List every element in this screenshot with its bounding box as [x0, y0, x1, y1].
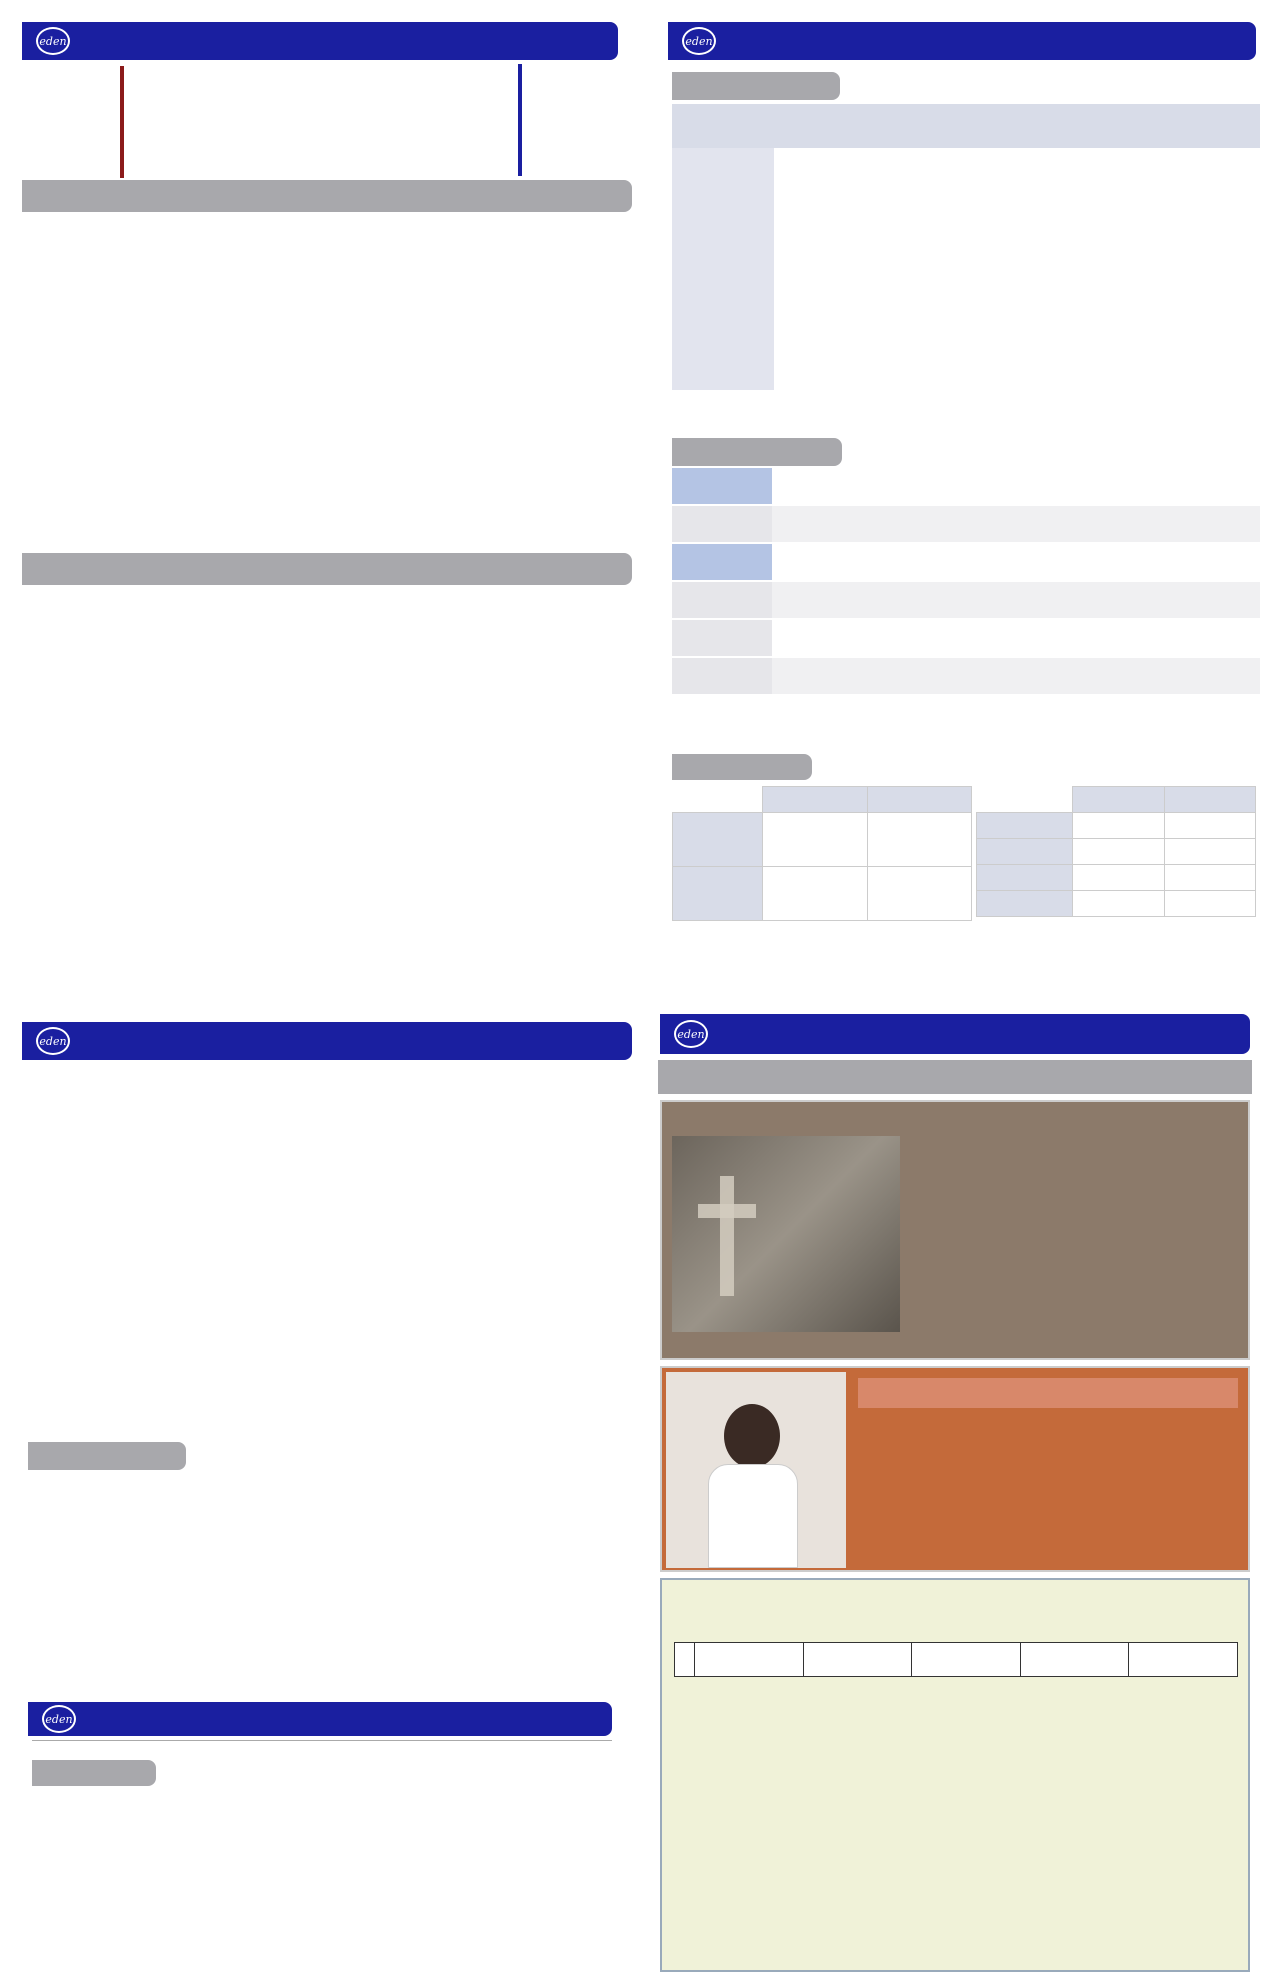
- sg-cell: [1025, 258, 1095, 280]
- sv-month: [1164, 787, 1256, 813]
- sg-row: [672, 148, 1260, 170]
- offering-row: [672, 582, 1260, 620]
- sg-cell: [774, 280, 816, 302]
- worship-row: [22, 452, 642, 492]
- sg-row: [672, 302, 1260, 324]
- offering-value: [772, 544, 1260, 580]
- sg-cell: [672, 346, 724, 368]
- offering-label: [672, 582, 772, 618]
- sg-cell: [816, 346, 886, 368]
- sg-cell: [672, 148, 724, 170]
- sg-cell: [774, 214, 816, 236]
- offering-row: [672, 544, 1260, 582]
- morning-header: [28, 1702, 612, 1736]
- sv-person: [1073, 865, 1165, 891]
- sg-cell: [1164, 302, 1260, 324]
- sg-cell: [1094, 280, 1164, 302]
- sg-cell: [955, 346, 1025, 368]
- sv-corner: [673, 787, 763, 813]
- sg-cell: [1025, 236, 1095, 258]
- offering-label: [672, 468, 772, 504]
- sg-cell: [724, 192, 774, 214]
- sched-table: [674, 1642, 1238, 1677]
- worship-row: [22, 711, 642, 751]
- sg-cell: [724, 324, 774, 346]
- sg-cell: [816, 214, 886, 236]
- sg-head: [724, 104, 774, 148]
- sg-row: [672, 214, 1260, 236]
- sg-cell: [672, 192, 724, 214]
- sg-cell: [672, 236, 724, 258]
- lent-image: [672, 1136, 900, 1332]
- sg-subhead: [816, 126, 886, 148]
- sg-cell: [1025, 346, 1095, 368]
- sg-row: [672, 192, 1260, 214]
- sg-cell: [1094, 258, 1164, 280]
- sg-cell: [955, 214, 1025, 236]
- sg-cell: [1094, 346, 1164, 368]
- sg-cell: [1025, 148, 1095, 170]
- sg-row: [672, 236, 1260, 258]
- worship-row: [22, 796, 642, 836]
- sg-cell: [672, 258, 724, 280]
- sched-head: [1129, 1643, 1238, 1677]
- sv-person: [1164, 813, 1256, 839]
- sg-cell: [1025, 214, 1095, 236]
- sg-cell: [816, 302, 886, 324]
- sg-cell: [886, 214, 956, 236]
- worship-row: [22, 410, 642, 450]
- speaker-panel: [660, 1366, 1250, 1572]
- sg-cell: [1025, 170, 1095, 192]
- sg-cell: [886, 324, 956, 346]
- worship-row: [22, 283, 642, 323]
- offering-value: [772, 582, 1260, 618]
- sg-cell: [724, 214, 774, 236]
- sv-person: [1164, 891, 1256, 917]
- sg-cell: [672, 280, 724, 302]
- sg-subhead: [1025, 126, 1095, 148]
- sg-cell: [955, 302, 1025, 324]
- sg-cell: [1164, 368, 1260, 390]
- sv-role: [977, 865, 1073, 891]
- sv-person: [867, 867, 972, 921]
- speaker-photo: [666, 1372, 846, 1568]
- sched-head: [1020, 1643, 1129, 1677]
- sg-cell: [774, 170, 816, 192]
- sg-cell: [1164, 324, 1260, 346]
- worship-row: [22, 590, 642, 660]
- sg-cell: [1164, 258, 1260, 280]
- sg-cell: [1164, 148, 1260, 170]
- worship-row: [22, 883, 642, 923]
- sg-cell: [955, 324, 1025, 346]
- sg-cell: [886, 148, 956, 170]
- sg-cell: [774, 236, 816, 258]
- sg-cell: [672, 214, 724, 236]
- sg-row: [672, 170, 1260, 192]
- news-header: [668, 22, 1256, 60]
- schedule-panel: [660, 1578, 1250, 1972]
- sg-head: [672, 104, 724, 148]
- sg-cell: [955, 258, 1025, 280]
- offering-row: [672, 620, 1260, 658]
- servant-table-ushers: [976, 786, 1256, 917]
- offering-row: [672, 658, 1260, 696]
- sg-cell: [724, 236, 774, 258]
- sunday-header: [22, 22, 618, 60]
- sg-cell: [886, 170, 956, 192]
- sg-cell: [886, 368, 956, 390]
- sg-cell: [672, 302, 724, 324]
- lent-panel: [660, 1100, 1250, 1360]
- offerings-list: [672, 468, 1260, 696]
- sg-cell: [1164, 214, 1260, 236]
- sv-person: [1073, 813, 1165, 839]
- sg-cell: [1094, 302, 1164, 324]
- sched-corner: [675, 1643, 695, 1677]
- offering-value: [772, 620, 1260, 656]
- sv-role: [977, 839, 1073, 865]
- sg-cell: [816, 280, 886, 302]
- sg-cell: [1094, 324, 1164, 346]
- sg-cell: [774, 324, 816, 346]
- sg-cell: [774, 258, 816, 280]
- sched-head: [803, 1643, 912, 1677]
- sv-person: [763, 813, 868, 867]
- sg-cell: [724, 148, 774, 170]
- worship2-bar: [22, 553, 632, 585]
- sg-cell: [816, 258, 886, 280]
- servant-table-prayer: [672, 786, 972, 921]
- offerings-bar: [672, 438, 842, 466]
- eden-banner: [658, 1060, 1252, 1094]
- sg-cell: [1094, 148, 1164, 170]
- sg-cell: [774, 192, 816, 214]
- sg-cell: [816, 368, 886, 390]
- sv-person: [867, 813, 972, 867]
- sg-cell: [1164, 236, 1260, 258]
- sg-row: [672, 368, 1260, 390]
- sg-cell: [955, 236, 1025, 258]
- sg-head: [955, 104, 1164, 126]
- sched-head: [912, 1643, 1021, 1677]
- sg-cell: [672, 324, 724, 346]
- sg-row: [672, 280, 1260, 302]
- sv-person: [763, 867, 868, 921]
- worship-row: [22, 496, 642, 536]
- sg-cell: [1025, 302, 1095, 324]
- broadcast-note: [518, 64, 636, 176]
- sg-cell: [816, 324, 886, 346]
- offering-value: [772, 658, 1260, 694]
- sg-cell: [886, 192, 956, 214]
- sg-cell: [886, 236, 956, 258]
- sv-role: [977, 813, 1073, 839]
- sv-corner: [977, 787, 1073, 813]
- eden-logo-icon: eden: [682, 27, 716, 55]
- person-head: [724, 1404, 780, 1468]
- sg-cell: [816, 170, 886, 192]
- worship-row: [22, 325, 642, 365]
- sg-cell: [1164, 280, 1260, 302]
- worship1-bar: [22, 180, 632, 212]
- sv-role: [673, 867, 763, 921]
- sg-row: [672, 258, 1260, 280]
- sg-cell: [672, 368, 724, 390]
- sg-cell: [886, 258, 956, 280]
- cross-icon: [720, 1176, 734, 1296]
- sg-cell: [1094, 236, 1164, 258]
- cross-icon-bar: [698, 1204, 756, 1218]
- worship-row: [22, 753, 642, 793]
- sg-cell: [886, 346, 956, 368]
- sg-subhead: [886, 126, 956, 148]
- sg-cell: [816, 236, 886, 258]
- sg-cell: [1025, 192, 1095, 214]
- sg-cell: [955, 192, 1025, 214]
- sched-head: [695, 1643, 804, 1677]
- wed-header: [22, 1022, 632, 1060]
- sg-cell: [816, 192, 886, 214]
- sg-cell: [1164, 346, 1260, 368]
- offering-label: [672, 506, 772, 542]
- sg-cell: [886, 280, 956, 302]
- eden-header: [660, 1014, 1250, 1054]
- offering-label: [672, 544, 772, 580]
- sg-cell: [724, 346, 774, 368]
- sg-cell: [724, 280, 774, 302]
- sv-role: [977, 891, 1073, 917]
- person-body: [708, 1464, 798, 1568]
- worship-row: [22, 668, 642, 708]
- sv-date: [867, 787, 972, 813]
- sg-row: [672, 324, 1260, 346]
- sg-cell: [955, 148, 1025, 170]
- sg-cell: [1164, 170, 1260, 192]
- worship-row: [22, 218, 642, 278]
- sg-cell: [955, 368, 1025, 390]
- offering-label: [672, 620, 772, 656]
- sg-cell: [724, 258, 774, 280]
- sg-cell: [724, 170, 774, 192]
- offering-value: [772, 468, 1260, 504]
- sv-month: [1073, 787, 1165, 813]
- servant-bar: [672, 754, 812, 780]
- speaker-title: [858, 1378, 1238, 1408]
- eden-logo-icon: eden: [36, 27, 70, 55]
- sg-cell: [672, 170, 724, 192]
- sg-cell: [1094, 368, 1164, 390]
- sg-subhead: [955, 126, 1025, 148]
- intercede-bar: [32, 1760, 156, 1786]
- sv-date: [763, 787, 868, 813]
- sv-person: [1073, 891, 1165, 917]
- sg-head: [816, 104, 955, 126]
- sg-cell: [816, 148, 886, 170]
- offering-label: [672, 658, 772, 694]
- sg-cell: [1094, 192, 1164, 214]
- sg-cell: [1025, 368, 1095, 390]
- sv-role: [673, 813, 763, 867]
- sg-row: [672, 346, 1260, 368]
- sermon-box: [120, 66, 520, 178]
- sg-cell: [774, 368, 816, 390]
- sv-person: [1073, 839, 1165, 865]
- sv-person: [1164, 839, 1256, 865]
- sg-cell: [1025, 280, 1095, 302]
- offering-row: [672, 468, 1260, 506]
- sg-head: [774, 104, 816, 148]
- sv-person: [1164, 865, 1256, 891]
- sg-cell: [1094, 214, 1164, 236]
- worship-row: [22, 838, 642, 878]
- smallgroups-bar: [672, 72, 840, 100]
- wed-scripture-bar: [28, 1442, 186, 1470]
- smallgroups-table: [672, 104, 1260, 390]
- worship-row: [22, 368, 642, 408]
- sg-cell: [955, 280, 1025, 302]
- sg-cell: [774, 302, 816, 324]
- sg-cell: [886, 302, 956, 324]
- eden-logo-icon: eden: [674, 1020, 708, 1048]
- eden-logo-icon: eden: [42, 1705, 76, 1733]
- sg-head: [1164, 104, 1260, 148]
- sg-subhead: [1094, 126, 1164, 148]
- sg-cell: [1025, 324, 1095, 346]
- eden-logo-icon: eden: [36, 1027, 70, 1055]
- sg-cell: [774, 346, 816, 368]
- sg-cell: [955, 170, 1025, 192]
- sg-cell: [1164, 192, 1260, 214]
- morning-line: [32, 1738, 612, 1741]
- sg-cell: [774, 148, 816, 170]
- offering-row: [672, 506, 1260, 544]
- sg-cell: [724, 302, 774, 324]
- sg-cell: [1094, 170, 1164, 192]
- offering-value: [772, 506, 1260, 542]
- sg-cell: [724, 368, 774, 390]
